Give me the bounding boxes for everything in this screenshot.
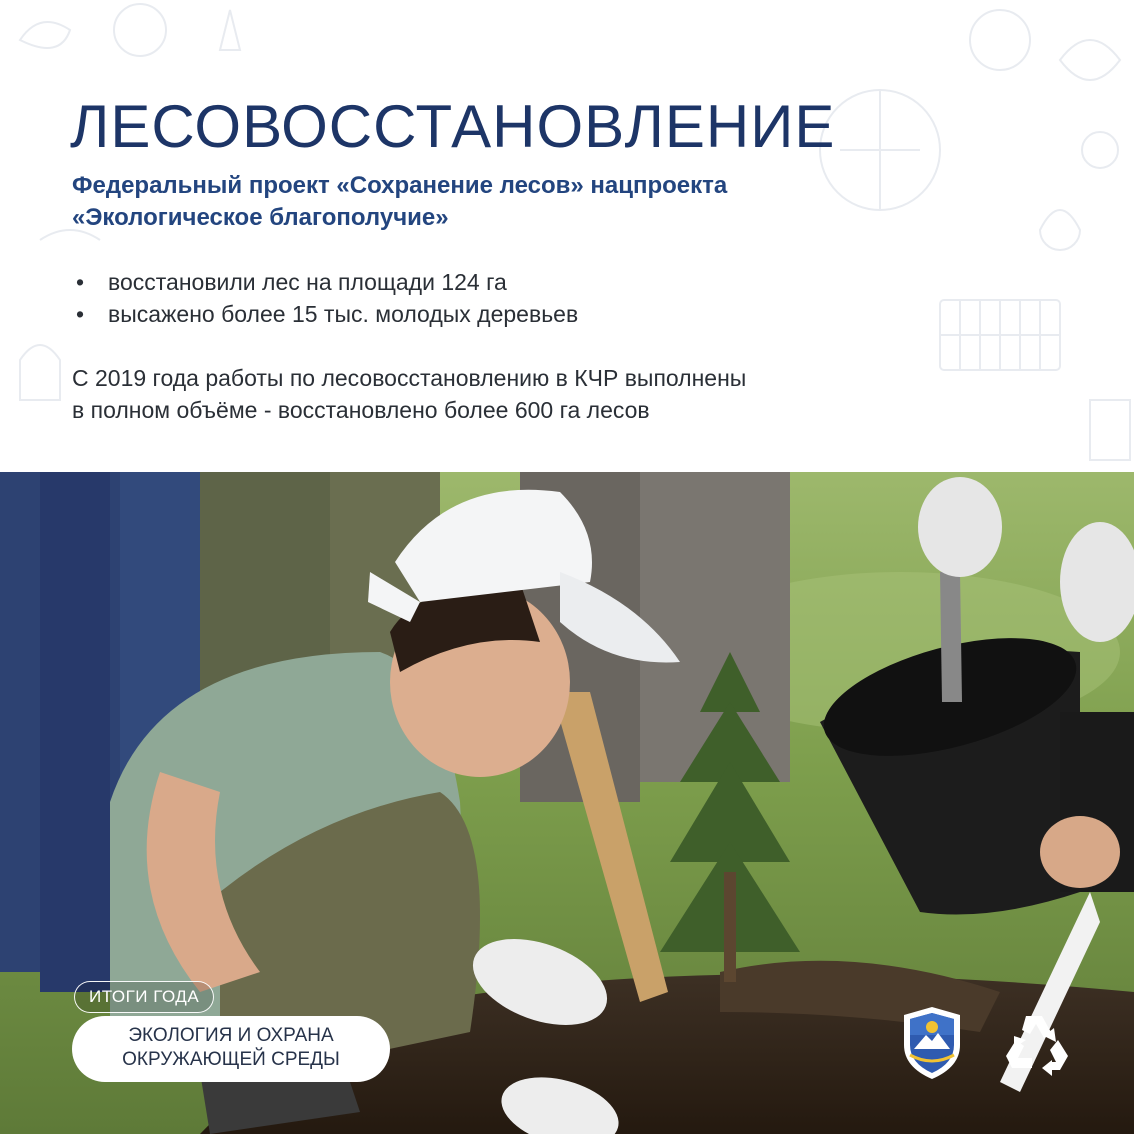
page-title: ЛЕСОВОССТАНОВЛЕНИЕ — [70, 93, 836, 160]
kchr-emblem-icon — [900, 1005, 964, 1081]
text-panel — [0, 0, 1134, 472]
list-item — [72, 298, 578, 330]
subtitle-line-2: «Экологическое благополучие» — [72, 204, 449, 231]
paragraph-line-2: в полном объёме - восстановлено более 600 га лесов — [72, 397, 650, 423]
subtitle-line-1: Федеральный проект «Сохранение лесов» нацпроекта — [72, 172, 728, 199]
bullet-dot: • — [75, 301, 85, 327]
list-item-text: восстановили лес на площади 124 га — [108, 269, 507, 295]
year-summary-badge: ИТОГИ ГОДА — [74, 981, 214, 1013]
topic-badge-line-2: ОКРУЖАЮЩЕЙ СРЕДЫ — [122, 1049, 340, 1070]
project-subtitle — [72, 170, 972, 234]
topic-badge — [72, 1016, 390, 1082]
topic-badge-line-1: ЭКОЛОГИЯ И ОХРАНА — [128, 1025, 334, 1046]
list-item-text: высажено более 15 тыс. молодых деревьев — [108, 301, 579, 327]
bullet-dot: • — [75, 269, 85, 295]
summary-paragraph — [72, 362, 1032, 426]
results-list — [72, 266, 578, 330]
paragraph-line-1: С 2019 года работы по лесовосстановлению в КЧР выполнены — [72, 365, 747, 391]
recycle-icon — [998, 1010, 1078, 1082]
list-item — [72, 266, 578, 298]
